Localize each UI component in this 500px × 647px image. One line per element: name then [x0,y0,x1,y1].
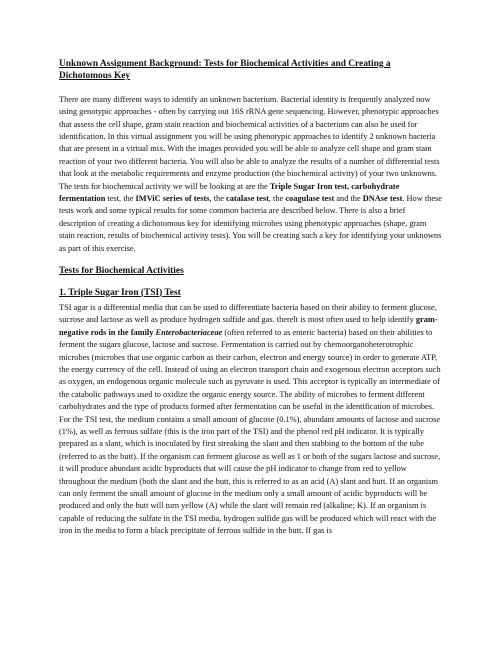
section-heading: Tests for Biochemical Activities [59,266,184,277]
text-run: (often referred to as enteric bacteria) based on their abilities to ferment the sugars glucose, lactose and sucrose. Fermentation is carried out by chemoorganoheterotrophic microbes (microbes that use organic carbon as their carbon, electron and energy source) in order to generate ATP, the energy currency of the cell. Instead of using an electron transport chain and exogenous electron acceptors such as oxygen, an endogenous organic molecule such as pyruvate is used. This acceptor is typically an intermediate of the catabolic pathways used to oxidize the organic energy source. The ability of microbes to ferment different carbohydrates and the type of products formed after fermentation can be useful in the identification of microbes. For the TSI test, the medium contains a small amount of glucose (0.1%), abundant amounts of lactose and sucrose (1%), as well as ferrous sulfate (this is the iron part of the TSI) and the phenol red pH indicator. It is typically prepared as a slant, which is inoculated by first streaking the slant and then stabbing to the bottom of the tube (referred to as the butt). If the organism can ferment glucose as well as 1 or both of the sugars lactose and sucrose, it will produce abundant acidic byproducts that will cause the pH indicator to change from red to yellow throughout the medium (both the slant and the butt, this is referred to as an acid (A) slant and butt. If an organism can only ferment the small amount of glucose in the medium only a small amount of acidic byproducts will be produced and only the butt will turn yellow (A) while the slant will remain red (alkaline; K). If an organism is capable of reducing the sulfate in the TSI media, hydrogen sulfide gas will be produced which will react with the iron in the media to form a black precipitate of ferrous sulfide in the butt. If gas is [59,327,441,536]
tsi-test-paragraph [59,302,442,538]
text-run: There are many different ways to identify an unknown bacterium. Bacterial identity is frequently analyzed now using genotypic approaches - often by carrying out 16S rRNA gene sequencing. However, phenotypic approaches that assess the cell shape, gram stain reaction and biochemical activities of a bacterium can also be used for identification. In this virtual assignment you will be using phenotypic approaches to identify 2 unknown bacteria that are present in a virtual mix. With the images provided you will be able to analyze cell shape and gram stain reaction of your two different bacteria. You will also be able to analyze the results of a number of differential tests that look at the metabolic requirements and enzyme production (the biochemical activity) of your two unknowns. The tests for biochemical activity we will be looking at are the [59,94,440,191]
emphasized-text: catalase test [226,194,269,204]
text-run: , the [209,194,226,204]
emphasized-text: Enterobacteriaceae [155,327,223,337]
emphasized-text: DNAse test [362,194,403,204]
text-run: and the [334,194,363,204]
text-run: . How these tests work and some typical results for some common bacteria are described below. There is also a brief description of creating a dichotomous key for identifying microbes using phenotypic approaches (shape, gram stain reaction, results of biochemical activity tests). You will be creating such a key for identifying your unknowns as part of this exercise. [59,194,442,253]
emphasized-text: IMViC series of tests [135,194,210,204]
document-title: Unknown Assignment Background: Tests for Biochemical Activities and Creating a Dichotomous Key [59,59,391,82]
text-run: , the [268,194,286,204]
text-run: TSI agar is a differential media that can be used to differentiate bacteria based on their ability to ferment glucose, sucrose and lactose as well as produce hydrogen sulfide and gas. therelt is most often used to help identify [59,302,437,325]
subsection-heading: 1. Triple Sugar Iron (TSI) Test [59,287,181,298]
document-page [59,58,442,538]
emphasized-text: coagulase test [285,194,335,204]
emphasized-text: Triple Sugar Iron test, carbohydrate fermentation [59,181,400,204]
text-run: test, the [105,194,136,204]
emphasized-text: gram-negative rods in the family [59,315,438,337]
intro-paragraph [59,94,442,255]
